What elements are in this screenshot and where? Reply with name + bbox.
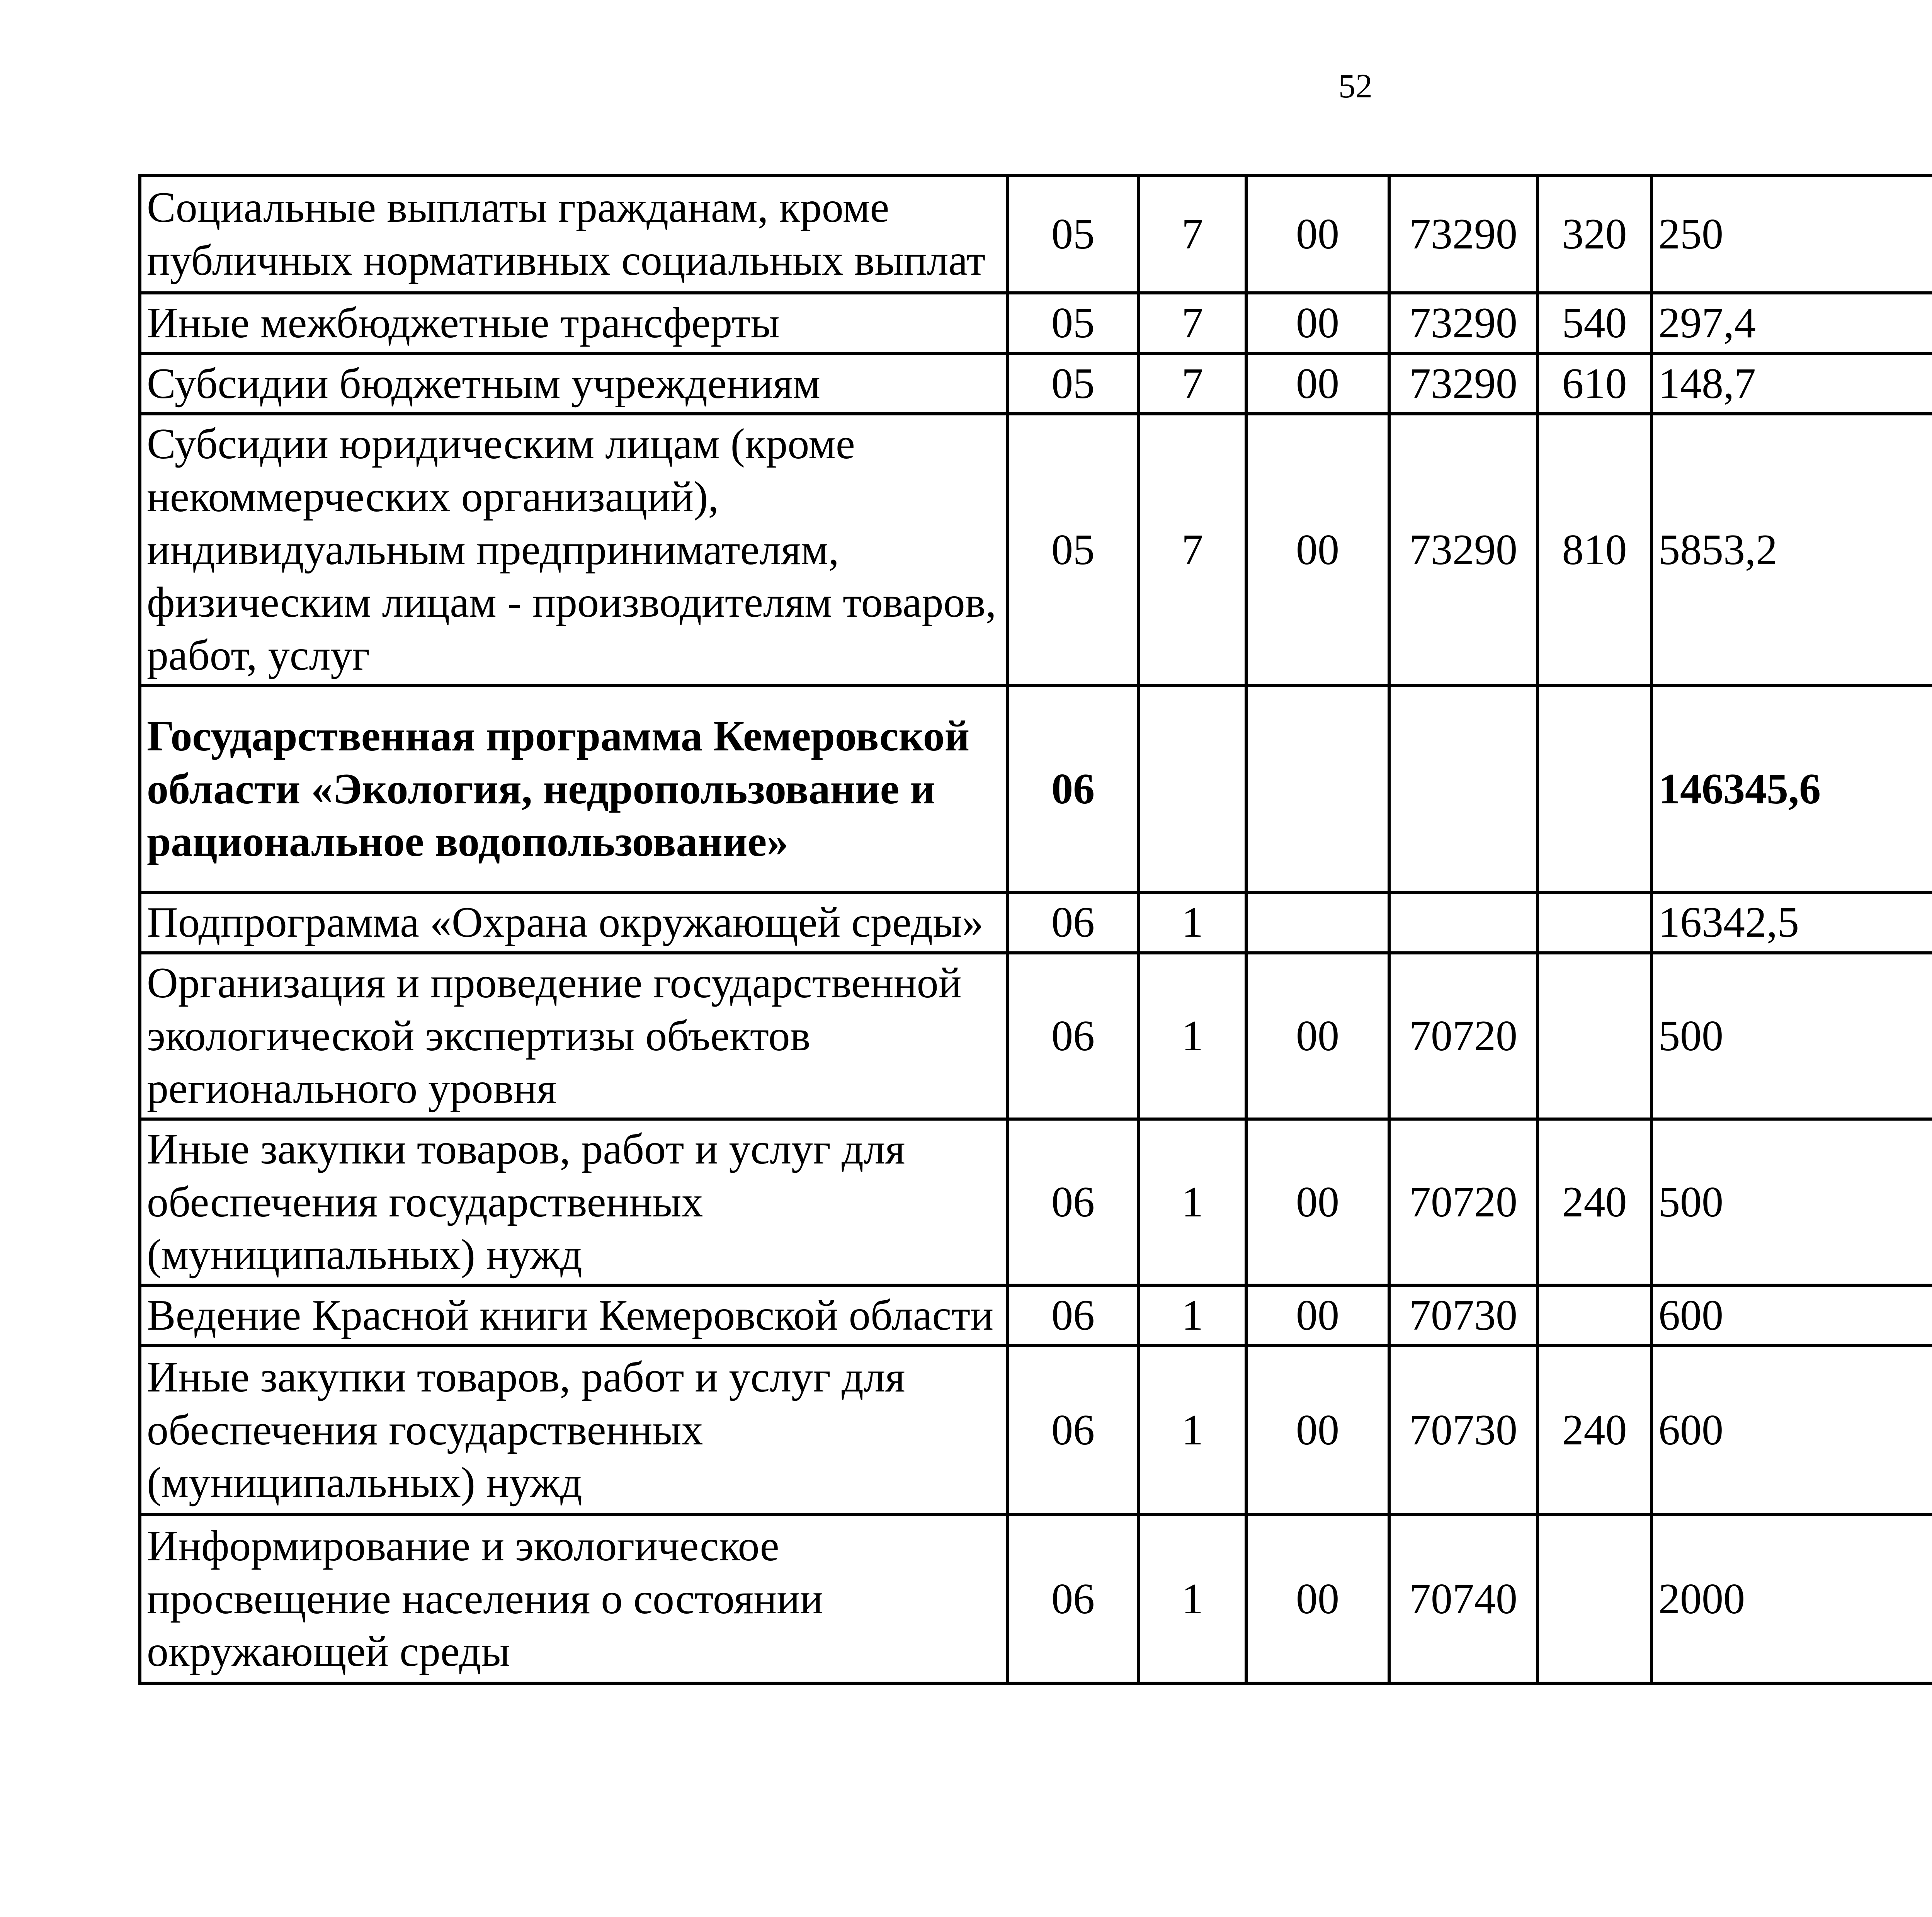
cell-code-5: 610 bbox=[1537, 354, 1651, 414]
cell-code-2: 7 bbox=[1139, 175, 1246, 293]
cell-code-5: 240 bbox=[1537, 1119, 1651, 1285]
table-row bbox=[140, 414, 1932, 685]
cell-code-4: 70730 bbox=[1389, 1345, 1537, 1514]
cell-code-5 bbox=[1537, 1514, 1651, 1683]
table-row bbox=[140, 1119, 1932, 1285]
table-row bbox=[140, 175, 1932, 293]
cell-code-2: 1 bbox=[1139, 1285, 1246, 1346]
row-name: Государственная программа Кемеровской области «Экология, недропользование и рациональное водопользование» bbox=[140, 685, 1007, 892]
cell-code-5 bbox=[1537, 685, 1651, 892]
page-number: 52 bbox=[1338, 68, 1372, 105]
cell-code-4: 70720 bbox=[1389, 1119, 1537, 1285]
cell-code-1: 06 bbox=[1007, 1345, 1139, 1514]
cell-code-2: 1 bbox=[1139, 892, 1246, 953]
cell-code-2: 7 bbox=[1139, 293, 1246, 354]
row-name: Иные межбюджетные трансферты bbox=[140, 293, 1007, 354]
table-row bbox=[140, 1285, 1932, 1346]
table-body bbox=[140, 175, 1932, 1683]
row-name: Субсидии бюджетным учреждениям bbox=[140, 354, 1007, 414]
cell-amount-1: 148,7 bbox=[1651, 354, 1932, 414]
cell-code-4: 73290 bbox=[1389, 175, 1537, 293]
cell-amount-1: 16342,5 bbox=[1651, 892, 1932, 953]
cell-code-3 bbox=[1246, 892, 1389, 953]
cell-code-4 bbox=[1389, 892, 1537, 953]
cell-amount-1: 297,4 bbox=[1651, 293, 1932, 354]
cell-code-4: 70730 bbox=[1389, 1285, 1537, 1346]
table-row bbox=[140, 685, 1932, 892]
cell-code-1: 06 bbox=[1007, 1285, 1139, 1346]
row-name: Информирование и экологическое просвещение населения о состоянии окружающей среды bbox=[140, 1514, 1007, 1683]
budget-table bbox=[138, 174, 1932, 1685]
cell-code-2: 1 bbox=[1139, 1119, 1246, 1285]
cell-amount-1: 2000 bbox=[1651, 1514, 1932, 1683]
cell-code-2: 7 bbox=[1139, 414, 1246, 685]
cell-code-4: 73290 bbox=[1389, 414, 1537, 685]
table-row bbox=[140, 354, 1932, 414]
table-row bbox=[140, 892, 1932, 953]
cell-amount-1: 5853,2 bbox=[1651, 414, 1932, 685]
row-name: Организация и проведение государственной экологической экспертизы объектов регионального уровня bbox=[140, 953, 1007, 1119]
cell-code-3: 00 bbox=[1246, 1514, 1389, 1683]
row-name: Социальные выплаты гражданам, кроме публичных нормативных социальных выплат bbox=[140, 175, 1007, 293]
cell-code-5 bbox=[1537, 953, 1651, 1119]
cell-code-3: 00 bbox=[1246, 1345, 1389, 1514]
cell-code-1: 06 bbox=[1007, 892, 1139, 953]
cell-code-4: 70740 bbox=[1389, 1514, 1537, 1683]
row-name: Субсидии юридическим лицам (кроме некоммерческих организаций), индивидуальным предпринимателям, физическим лицам - производителям товаров, работ, услуг bbox=[140, 414, 1007, 685]
table-row bbox=[140, 293, 1932, 354]
table-row bbox=[140, 1345, 1932, 1514]
cell-code-1: 06 bbox=[1007, 685, 1139, 892]
row-name: Иные закупки товаров, работ и услуг для обеспечения государственных (муниципальных) нужд bbox=[140, 1119, 1007, 1285]
cell-code-4: 73290 bbox=[1389, 354, 1537, 414]
table-row bbox=[140, 1514, 1932, 1683]
cell-code-1: 06 bbox=[1007, 1514, 1139, 1683]
cell-code-1: 06 bbox=[1007, 953, 1139, 1119]
table-row bbox=[140, 953, 1932, 1119]
cell-code-2 bbox=[1139, 685, 1246, 892]
cell-amount-1: 250 bbox=[1651, 175, 1932, 293]
cell-code-4: 73290 bbox=[1389, 293, 1537, 354]
row-name: Ведение Красной книги Кемеровской области bbox=[140, 1285, 1007, 1346]
cell-amount-1: 600 bbox=[1651, 1285, 1932, 1346]
cell-code-1: 05 bbox=[1007, 354, 1139, 414]
cell-code-3: 00 bbox=[1246, 293, 1389, 354]
cell-code-1: 05 bbox=[1007, 293, 1139, 354]
row-name: Иные закупки товаров, работ и услуг для обеспечения государственных (муниципальных) нужд bbox=[140, 1345, 1007, 1514]
cell-code-3: 00 bbox=[1246, 953, 1389, 1119]
cell-amount-1: 500 bbox=[1651, 1119, 1932, 1285]
cell-code-5: 320 bbox=[1537, 175, 1651, 293]
cell-code-2: 1 bbox=[1139, 953, 1246, 1119]
cell-code-2: 7 bbox=[1139, 354, 1246, 414]
cell-code-3: 00 bbox=[1246, 414, 1389, 685]
cell-code-5: 810 bbox=[1537, 414, 1651, 685]
cell-code-3: 00 bbox=[1246, 1285, 1389, 1346]
cell-code-1: 05 bbox=[1007, 175, 1139, 293]
cell-amount-1: 146345,6 bbox=[1651, 685, 1932, 892]
cell-code-1: 06 bbox=[1007, 1119, 1139, 1285]
cell-code-5: 540 bbox=[1537, 293, 1651, 354]
cell-code-2: 1 bbox=[1139, 1514, 1246, 1683]
cell-code-4 bbox=[1389, 685, 1537, 892]
cell-code-1: 05 bbox=[1007, 414, 1139, 685]
cell-code-5 bbox=[1537, 1285, 1651, 1346]
cell-code-3: 00 bbox=[1246, 175, 1389, 293]
cell-code-5 bbox=[1537, 892, 1651, 953]
cell-amount-1: 600 bbox=[1651, 1345, 1932, 1514]
cell-code-2: 1 bbox=[1139, 1345, 1246, 1514]
row-name: Подпрограмма «Охрана окружающей среды» bbox=[140, 892, 1007, 953]
cell-code-3: 00 bbox=[1246, 354, 1389, 414]
cell-amount-1: 500 bbox=[1651, 953, 1932, 1119]
cell-code-5: 240 bbox=[1537, 1345, 1651, 1514]
cell-code-4: 70720 bbox=[1389, 953, 1537, 1119]
cell-code-3: 00 bbox=[1246, 1119, 1389, 1285]
cell-code-3 bbox=[1246, 685, 1389, 892]
